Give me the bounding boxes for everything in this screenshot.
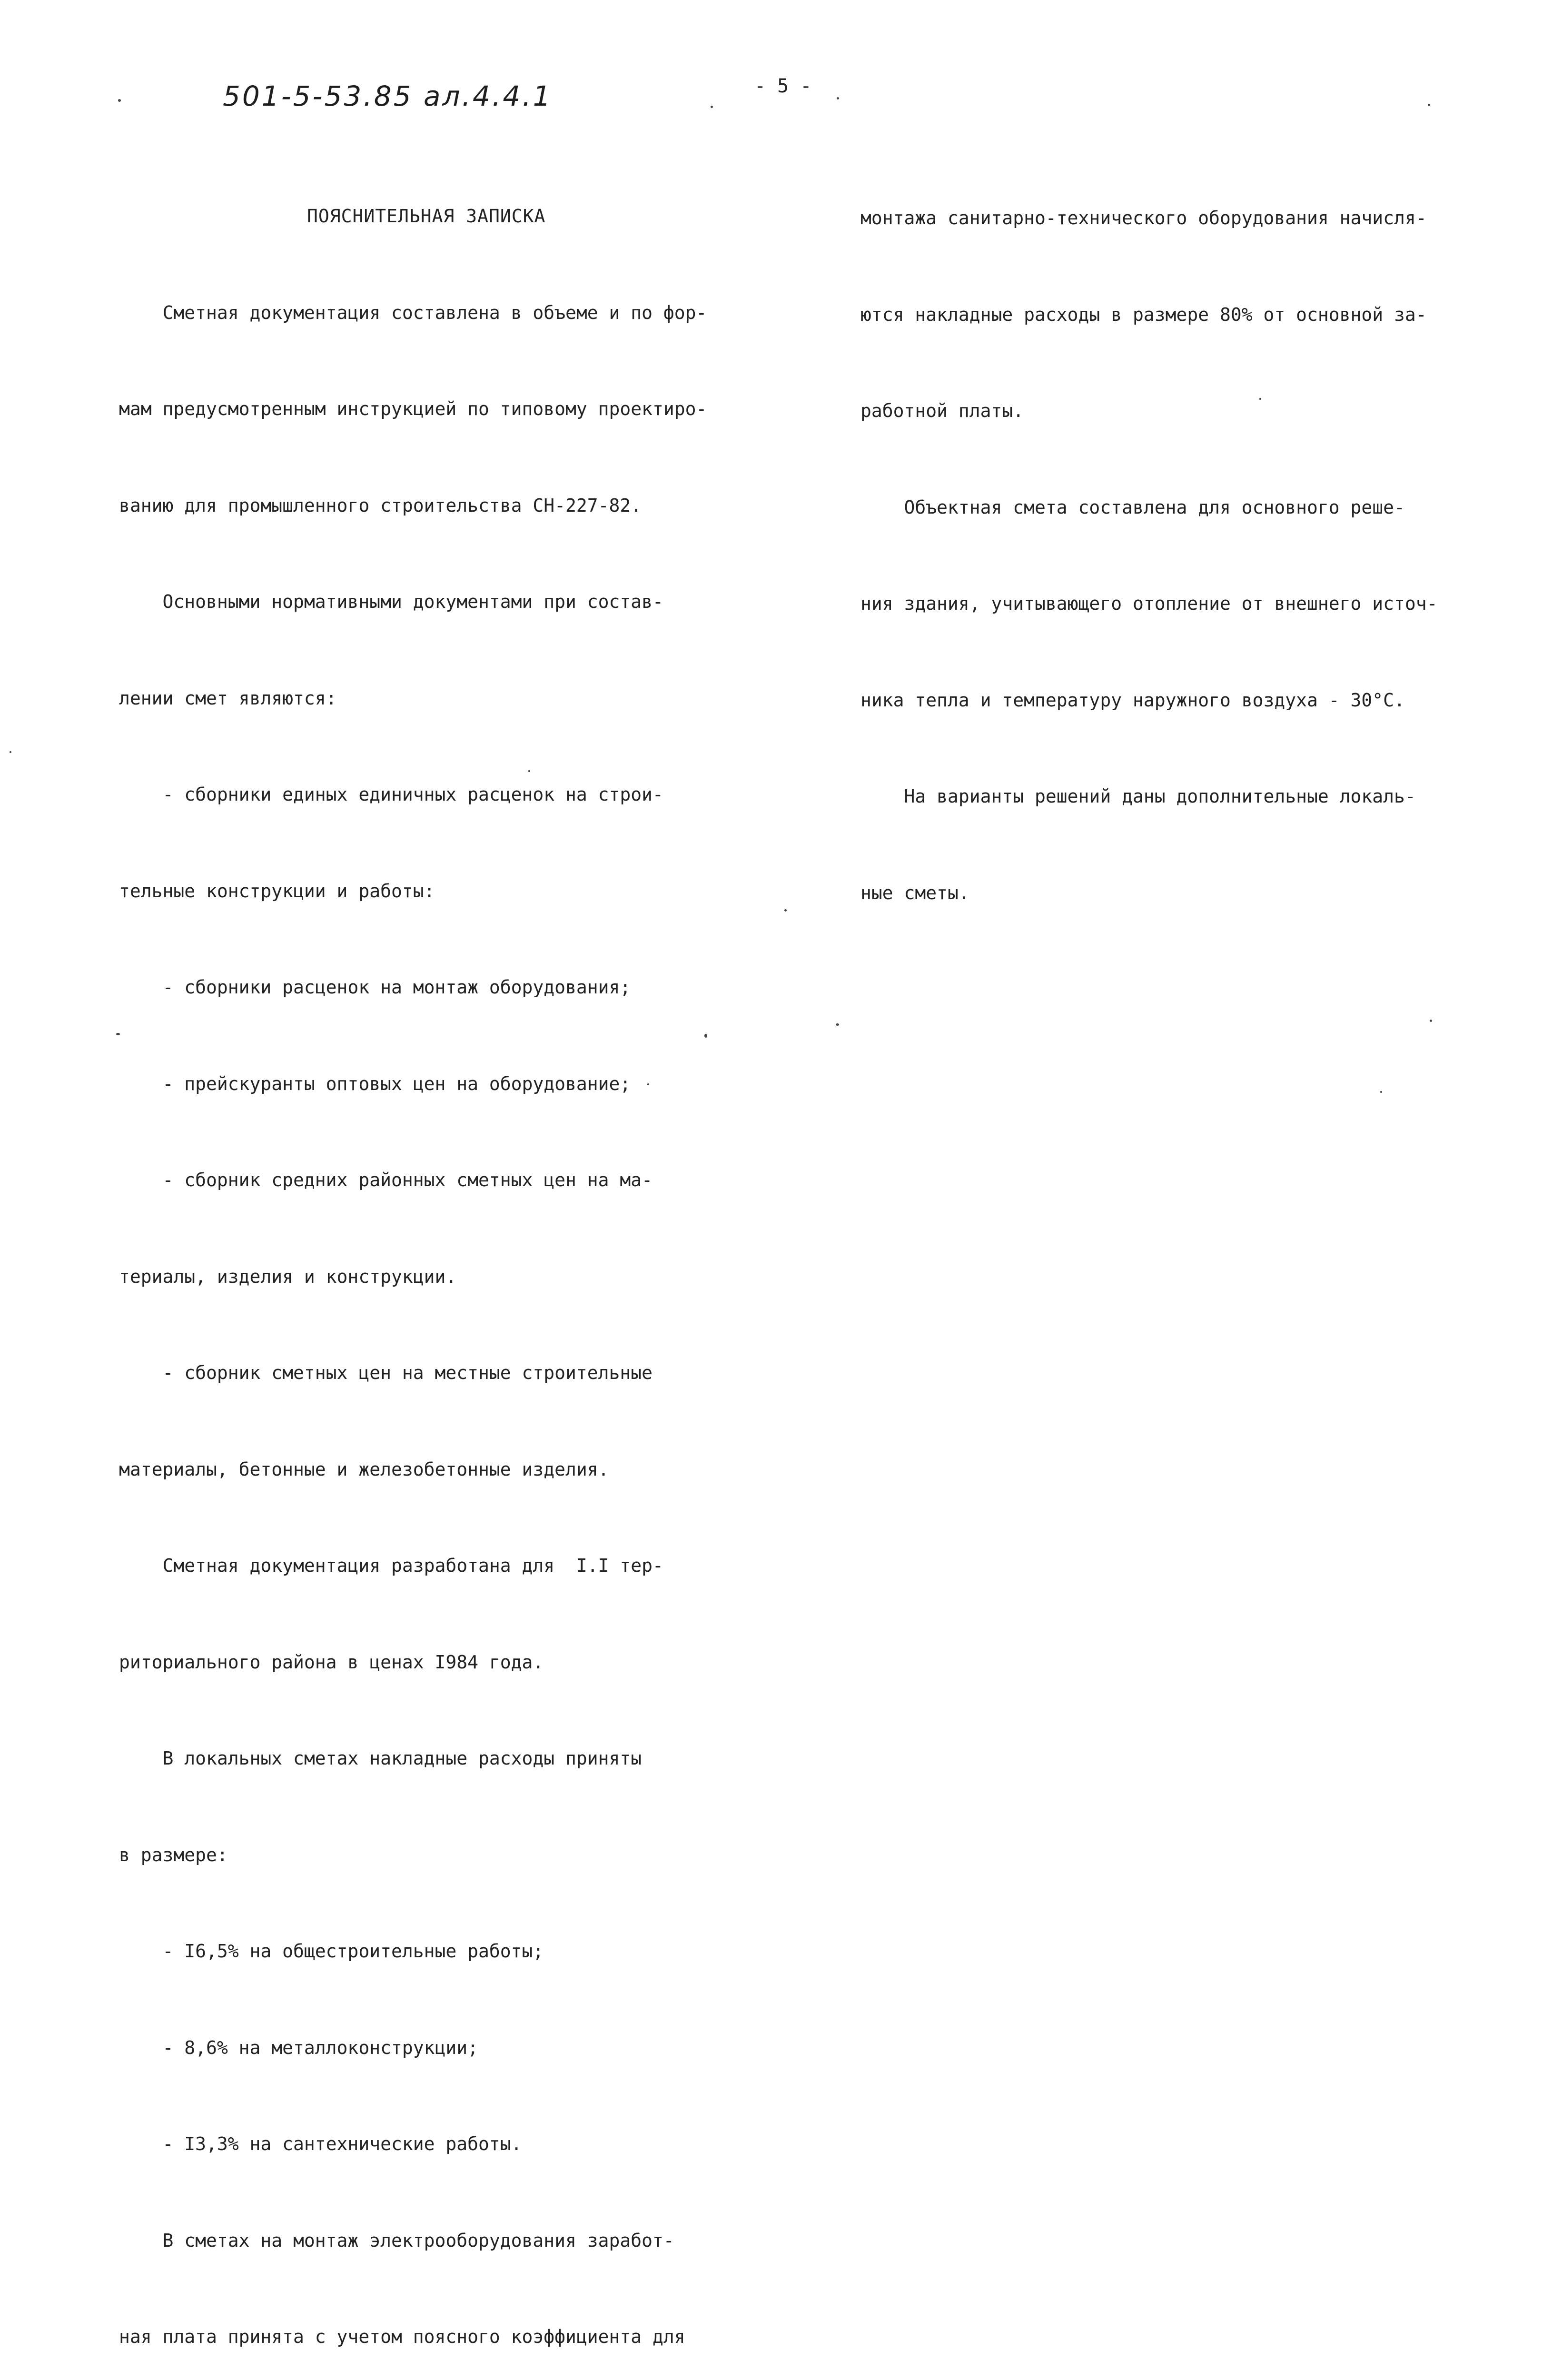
text-line: материалы, бетонные и железобетонные изделия. [119, 1458, 609, 1480]
scan-speck [1430, 1020, 1432, 1022]
scan-speck [836, 1023, 839, 1026]
text-line: В сметах на монтаж электрооборудования заработ- [119, 2230, 674, 2251]
scan-speck [10, 751, 11, 753]
right-column [860, 138, 1438, 973]
text-line: На варианты решений даны дополнительные локаль- [860, 786, 1416, 807]
text-line: - сборники расценок на монтаж оборудования; [119, 977, 631, 998]
text-line: Объектная смета составлена для основного реше- [860, 496, 1405, 518]
scan-speck [704, 1034, 707, 1038]
scan-speck [118, 99, 121, 102]
section-title: ПОЯСНИТЕЛЬНАЯ ЗАПИСКА [307, 206, 546, 227]
scan-speck [1259, 398, 1261, 400]
text-line: ная плата принята с учетом поясного коэффициента для [119, 2326, 685, 2347]
scan-speck [116, 1033, 120, 1035]
scan-speck [711, 106, 713, 108]
left-column [119, 136, 707, 2380]
scan-speck [647, 1083, 649, 1085]
text-line: работной платы. [860, 400, 1024, 421]
text-line: мам предусмотренным инструкцией по типовому проектиро- [119, 398, 707, 419]
scan-speck [528, 770, 530, 772]
text-line: ника тепла и температуру наружного воздуха - 30°С. [860, 689, 1405, 711]
page-number: - 5 - [754, 75, 812, 97]
text-line: ные сметы. [860, 882, 969, 903]
text-line: монтажа санитарно-технического оборудования начисля- [860, 208, 1427, 228]
text-line: - I3,3% на сантехнические работы. [119, 2133, 522, 2154]
text-line: - сборник сметных цен на местные строительные [119, 1362, 653, 1383]
text-line: тельные конструкции и работы: [119, 880, 435, 902]
scan-speck [1380, 1091, 1382, 1093]
text-line: риториального района в ценах I984 года. [119, 1651, 544, 1673]
text-line: - сборник средних районных сметных цен на ма- [119, 1170, 653, 1190]
text-line: Сметная документация разработана для I.I тер- [119, 1555, 663, 1576]
text-line: ются накладные расходы в размере 80% от основной за- [860, 304, 1427, 325]
text-line: Сметная документация составлена в объеме и по фор- [119, 302, 707, 323]
scan-speck [1428, 104, 1430, 106]
text-line: - сборники единых единичных расценок на строи- [119, 784, 663, 805]
text-line: В локальных сметах накладные расходы приняты [119, 1748, 642, 1769]
text-line: в размере: [119, 1844, 228, 1865]
text-line: - 8,6% на металлоконструкции; [119, 2037, 478, 2058]
text-line: лении смет являются: [119, 687, 337, 709]
text-line: ванию для промышленного строительства СН-227-82. [119, 495, 642, 516]
scan-speck [784, 909, 787, 912]
document-code: 501-5-53.85 ал.4.4.1 [223, 80, 553, 112]
text-line: - I6,5% на общестроительные работы; [119, 1941, 544, 1962]
text-line: - прейскуранты оптовых цен на оборудование; [119, 1073, 631, 1094]
text-line: ния здания, учитывающего отопление от внешнего источ- [860, 593, 1438, 614]
scan-speck [837, 97, 839, 99]
text-line: Основными нормативными документами при состав- [119, 591, 663, 612]
text-line: териалы, изделия и конструкции. [119, 1266, 457, 1287]
